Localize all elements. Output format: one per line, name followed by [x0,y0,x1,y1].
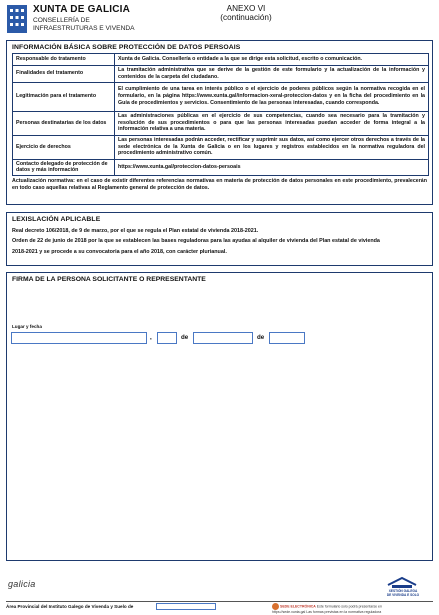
row-value: La tramitación administrativa que se derive de la gestión de este formulario y la actualización de la información y contenidos de la carpeta del ciudadano. [115,66,429,83]
table-row [13,135,429,159]
signature-title: FIRMA DE LA PERSONA SOLICITANTE O REPRESENTANTE [12,276,206,283]
legislation-section [6,212,433,266]
table-row [13,159,429,176]
signature-section [6,272,433,561]
year-input[interactable] [269,332,305,344]
row-value: https://www.xunta.gal/proteccion-datos-persoais [115,159,429,176]
month-input[interactable] [193,332,253,344]
table-row [13,82,429,111]
row-key: Legitimación para el tratamento [13,82,115,111]
badge-label [378,590,428,597]
row-value: Las administraciones públicas en el ejercicio de sus competencias, cuando sea necesario para la tramitación y resolución de sus procedimientos o para que las personas interesadas puedan acceder de forma integral a la información relativa a una materia. [115,111,429,135]
badge-label-2: DE VIVENDA E SOLO [386,592,420,597]
annex-heading [181,4,311,23]
sede-text-1: Este formulario solo podrá presentarse en [316,604,382,609]
sede-text-3: Las formas previstas en la normativa reguladora [306,610,382,614]
legislation-line-1: Real decreto 106/2018, de 9 de marzo, por el que se regula el Plan estatal de vivienda 2018-2021. [12,228,259,234]
department-name [33,17,135,32]
badge-label-1: XESTIÓN GALEGA [388,589,418,593]
day-input[interactable] [157,332,177,344]
sede-text-2: https://sede.xunta.gal [272,610,306,614]
row-value: Xunta de Galicia. Consellería o entidade a la que se dirige esta solicitud, escrito o comunicación. [115,54,429,66]
normative-update-note: Actualización normativa: en el caso de existir diferentes referencias normativas en materia de protección de datos personales en este procedimiento, prevalecerán en todo caso aquellas relativas al Reglamento general de protección de datos. [12,178,427,191]
row-value: Las personas interesadas podrán acceder, rectificar y suprimir sus datos, así como ejercer otros derechos a través de la sede electrónica de la Xunta de Galicia o en los lugares y registros establecidos en la normativa reguladora del procedimiento administrativo común. [115,135,429,159]
comma-separator: , [150,334,152,341]
dept-line-1: CONSELLERÍA DE [33,17,90,24]
row-key: Contacto delegado de protección de datos y más información [13,159,115,176]
row-key: Finalidades del tratamento [13,66,115,83]
sede-label: SEDE ELECTRÓNICA [280,604,316,609]
province-input[interactable] [156,603,216,610]
row-key: Ejercicio de derechos [13,135,115,159]
row-key: Responsable do tratamento [13,54,115,66]
org-main-name: XUNTA DE GALICIA [33,4,131,15]
legislation-line-2: Orden de 22 de junio de 2018 por la que se establecen las bases reguladoras para las ayudas al alquiler de vivienda del Plan estatal de vivienda [12,238,380,245]
page-header [6,4,434,38]
row-key: Personas destinatarias de los datos [13,111,115,135]
xunta-crest-icon [6,4,28,34]
data-protection-title: INFORMACIÓN BÁSICA SOBRE PROTECCIÓN DE DATOS PERSOAIS [12,44,241,51]
place-date-label: Lugar y fecha [12,324,42,329]
annex-title: ANEXO VI [226,4,266,13]
legislation-title: LEXISLACIÓN APLICABLE [12,216,101,223]
data-protection-table [12,53,429,176]
place-input[interactable] [11,332,147,344]
galicia-logo: galicia [8,579,36,589]
footer-divider [6,601,433,602]
seal-icon [272,603,279,610]
dept-line-2: INFRAESTRUTURAS E VIVENDA [33,24,135,32]
organization-name [33,5,135,32]
row-value: El cumplimiento de una tarea en interés público o el ejercicio de poderes públicos según la normativa recogida en el formulario, en la página https://www.xunta.gal/informacion-xeral-proteccion-datos y en la ficha del procedimiento en la Guía de procedimientos y servicios. Consentimiento de las personas interesadas, cuando corresponda. [115,82,429,111]
area-label: Área Provincial del Instituto Galego de Vivenda y Suelo de [6,604,134,609]
sede-notice [272,603,382,614]
annex-subtitle: (continuación) [220,13,272,23]
table-row [13,111,429,135]
de-label-2: de [257,334,265,341]
table-row [13,66,429,83]
legislation-line-3: 2018-2021 y se procede a su convocatoria para el año 2018, con carácter plurianual. [12,248,227,255]
legislation-text [7,225,432,259]
de-label-1: de [181,334,189,341]
table-row [13,54,429,66]
data-protection-section [6,40,433,205]
